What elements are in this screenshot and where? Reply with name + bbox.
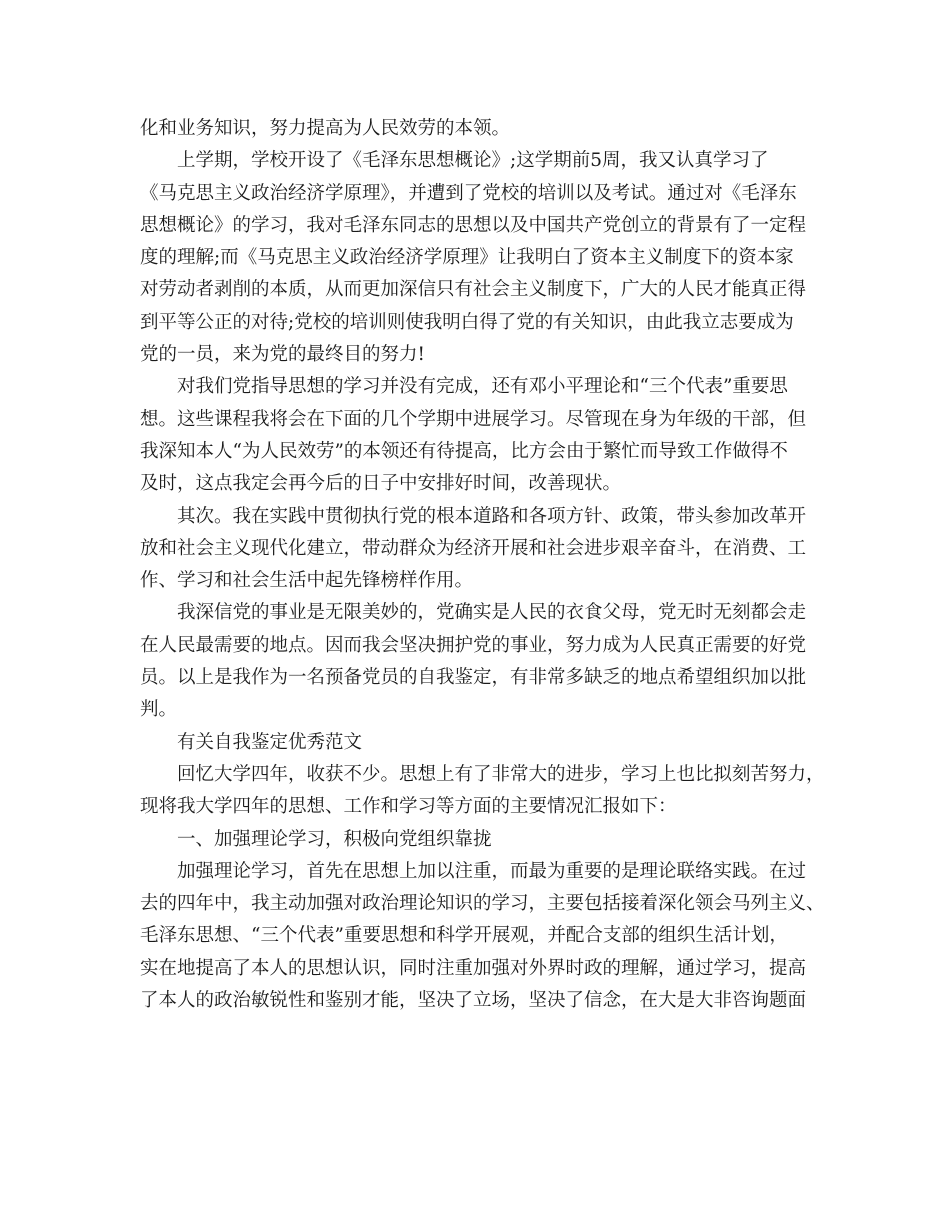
body-text-line: 回忆大学四年，收获不少。思想上有了非常大的进步，学习上也比拟刻苦努力，: [177, 763, 825, 785]
body-text-line: 判。: [140, 699, 178, 721]
body-text-line: 一、加强理论学习，积极向党组织靠拢: [177, 828, 492, 850]
body-text-line: 其次。我在实践中贯彻执行党的根本道路和各项方针、政策，带头参加改革开: [177, 505, 807, 527]
body-text-line: 放和社会主义现代化建立，带动群众为经济开展和社会进步艰辛奋斗，在消费、工: [140, 537, 807, 559]
body-text-line: 员。以上是我作为一名预备党员的自我鉴定，有非常多缺乏的地点希望组织加以批: [140, 667, 807, 689]
body-text-line: 度的理解;而《马克思主义政治经济学原理》让我明白了资本主义制度下的资本家: [140, 247, 794, 269]
body-text-line: 实在地提高了本人的思想认识，同时注重加强对外界时政的理解，通过学习，提高: [140, 957, 807, 979]
body-text-line: 加强理论学习，首先在思想上加以注重，而最为重要的是理论联络实践。在过: [177, 860, 807, 882]
body-text-line: 了本人的政治敏锐性和鉴别才能，坚决了立场，坚决了信念，在大是大非咨询题面: [140, 990, 807, 1012]
body-text-line: 我深知本人“为人民效劳”的本领还有待提高，比方会由于繁忙而导致工作做得不: [140, 440, 788, 462]
body-text-line: 到平等公正的对待;党校的培训则使我明白得了党的有关知识，由此我立志要成为: [140, 311, 794, 333]
body-text-line: 《马克思主义政治经济学原理》，并遭到了党校的培训以及考试。通过对《毛泽东: [140, 182, 797, 204]
document-body: [140, 113, 825, 1017]
body-text-line: 在人民最需要的地点。因而我会坚决拥护党的事业，努力成为人民真正需要的好党: [140, 634, 807, 656]
body-text-line: 想。这些课程我将会在下面的几个学期中进展学习。尽管现在身为年级的干部，但: [140, 408, 807, 430]
body-text-line: 上学期，学校开设了《毛泽东思想概论》;这学期前5周，我又认真学习了: [177, 150, 769, 172]
body-text-line: 有关自我鉴定优秀范文: [177, 731, 363, 753]
body-text-line: 现将我大学四年的思想、工作和学习等方面的主要情况汇报如下：: [140, 796, 677, 818]
body-text-line: 毛泽东思想、“三个代表”重要思想和科学开展观，并配合支部的组织生活计划，: [140, 925, 788, 947]
body-text-line: 党的一员，来为党的最终目的努力!: [140, 344, 425, 366]
body-text-line: 化和业务知识，努力提高为人民效劳的本领。: [140, 118, 511, 139]
body-text-line: 作、学习和社会生活中起先锋榜样作用。: [140, 570, 474, 592]
body-text-line: 对劳动者剥削的本质，从而更加深信只有社会主义制度下，广大的人民才能真正得: [140, 279, 807, 301]
body-text-line: 我深信党的事业是无限美妙的，党确实是人民的衣食父母，党无时无刻都会走: [177, 602, 807, 624]
body-text-line: 思想概论》的学习，我对毛泽东同志的思想以及中国共产党创立的背景有了一定程: [140, 214, 807, 236]
body-text-line: 及时，这点我定会再今后的日子中安排好时间，改善现状。: [140, 473, 622, 495]
body-text-line: 去的四年中，我主动加强对政治理论知识的学习，主要包括接着深化领会马列主义、: [140, 893, 825, 915]
body-text-line: 对我们党指导思想的学习并没有完成，还有邓小平理论和“三个代表”重要思: [177, 376, 788, 398]
